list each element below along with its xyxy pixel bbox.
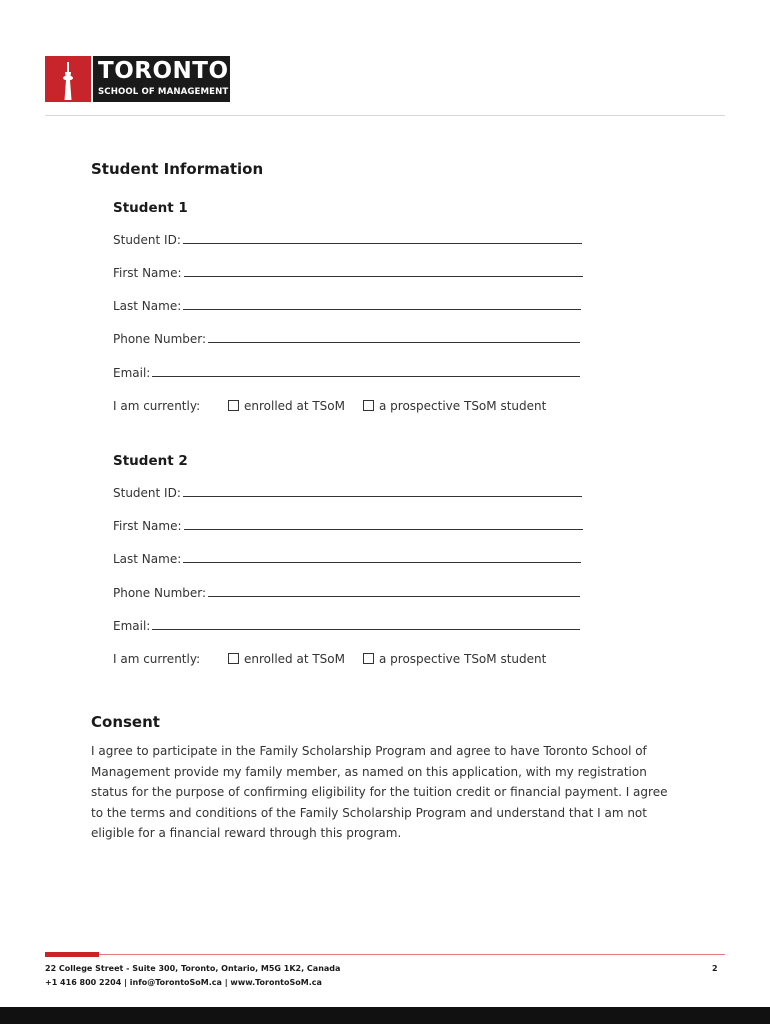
student-1-first-name-field[interactable]	[113, 266, 583, 280]
option-label: a prospective TSoM student	[379, 652, 547, 666]
input-line[interactable]	[184, 266, 583, 277]
student-1-email-field[interactable]	[113, 366, 580, 380]
logo-title: TORONTO	[98, 58, 229, 84]
option-label: enrolled at TSoM	[244, 399, 345, 413]
student-2-phone-field[interactable]	[113, 586, 580, 600]
field-label: Last Name:	[113, 552, 182, 566]
student-2-last-name-field[interactable]	[113, 552, 581, 566]
student-1-option-enrolled[interactable]	[228, 399, 345, 413]
field-label: First Name:	[113, 519, 182, 533]
field-label: Student ID:	[113, 486, 181, 500]
checkbox-icon[interactable]	[363, 653, 374, 664]
input-line[interactable]	[208, 586, 580, 597]
input-line[interactable]	[152, 366, 580, 377]
logo-subtitle: SCHOOL OF MANAGEMENT	[98, 87, 229, 97]
student-2-option-prospective[interactable]	[363, 652, 546, 666]
school-logo	[45, 56, 230, 102]
input-line[interactable]	[183, 299, 581, 310]
field-label: Student ID:	[113, 233, 181, 247]
footer-divider	[45, 954, 725, 955]
student-1-heading: Student 1	[113, 200, 188, 216]
footer-accent-bar	[45, 952, 99, 957]
student-2-option-enrolled[interactable]	[228, 652, 345, 666]
input-line[interactable]	[183, 552, 581, 563]
student-1-option-prospective[interactable]	[363, 399, 546, 413]
input-line[interactable]	[183, 233, 582, 244]
input-line[interactable]	[184, 519, 583, 530]
consent-paragraph: I agree to participate in the Family Scholarship Program and agree to have Toronto School of Management provide my family member, as named on this application, with my registration status for the purpose of confirming eligibility for the tuition credit or financial payment. I agree to the terms and conditions of the Family Scholarship Program and understand that I am not eligible for a financial reward through this program.	[91, 744, 668, 840]
option-label: a prospective TSoM student	[379, 399, 547, 413]
field-label: Phone Number:	[113, 586, 207, 600]
student-1-status-row	[113, 399, 573, 415]
student-2-email-field[interactable]	[113, 619, 580, 633]
student-2-first-name-field[interactable]	[113, 519, 583, 533]
input-line[interactable]	[152, 619, 580, 630]
page-number: 2	[712, 964, 718, 973]
student-1-id-field[interactable]	[113, 233, 582, 247]
field-label: Phone Number:	[113, 332, 207, 346]
status-label: I am currently:	[113, 652, 201, 666]
section-title-consent: Consent	[91, 713, 160, 731]
logo-wordmark	[93, 56, 230, 102]
field-label: First Name:	[113, 266, 182, 280]
student-2-heading: Student 2	[113, 453, 188, 469]
input-line[interactable]	[183, 486, 582, 497]
field-label: Email:	[113, 619, 151, 633]
input-line[interactable]	[208, 332, 580, 343]
section-title-student-information: Student Information	[91, 160, 264, 178]
footer-contact: +1 416 800 2204 | info@TorontoSoM.ca | www.TorontoSoM.ca	[45, 978, 322, 987]
student-2-status-row	[113, 652, 573, 668]
student-1-last-name-field[interactable]	[113, 299, 581, 313]
field-label: Email:	[113, 366, 151, 380]
student-1-phone-field[interactable]	[113, 332, 580, 346]
header-divider	[45, 115, 725, 116]
cn-tower-icon	[45, 56, 91, 102]
checkbox-icon[interactable]	[228, 653, 239, 664]
option-label: enrolled at TSoM	[244, 652, 345, 666]
status-label: I am currently:	[113, 399, 201, 413]
field-label: Last Name:	[113, 299, 182, 313]
checkbox-icon[interactable]	[363, 400, 374, 411]
checkbox-icon[interactable]	[228, 400, 239, 411]
footer-address: 22 College Street - Suite 300, Toronto, Ontario, M5G 1K2, Canada	[45, 964, 341, 973]
student-2-id-field[interactable]	[113, 486, 582, 500]
viewer-bottom-bar	[0, 1007, 770, 1024]
